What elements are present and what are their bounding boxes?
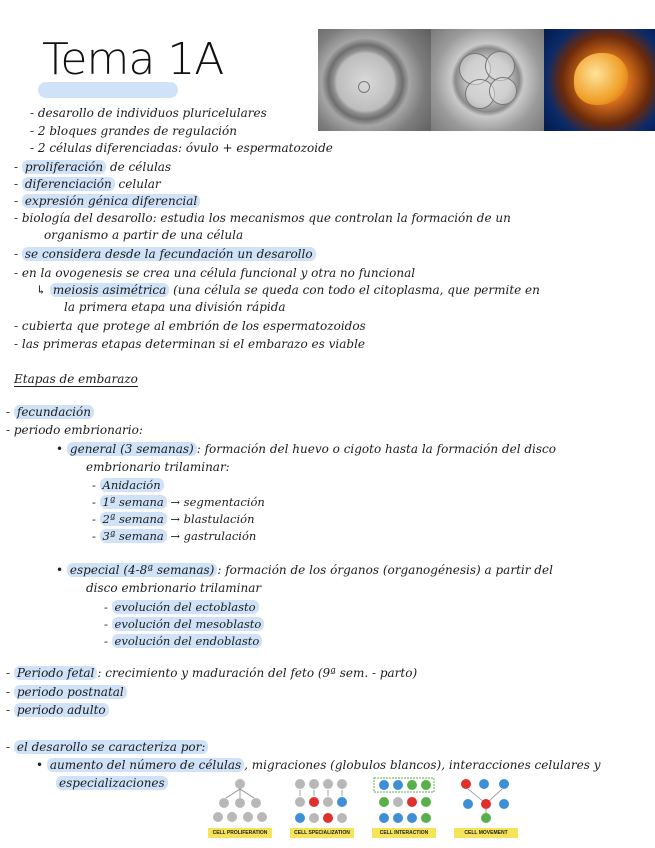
cell-specialization-icon	[290, 776, 354, 824]
bullet-line: - proliferación de células	[14, 160, 172, 174]
cell-proliferation-diagram	[208, 776, 272, 838]
etapa-line: - periodo adulto	[6, 703, 109, 717]
diagram-label: CELL INTERACTION	[372, 828, 436, 838]
bullet-line: - cubierta que protege al embrión de los espermatozoidos	[14, 319, 366, 333]
etapa-line: - periodo embrionario:	[6, 423, 143, 437]
bullet-line: - diferenciación celular	[14, 177, 161, 191]
cell-interaction-diagram	[372, 776, 436, 838]
diagram-label: CELL SPECIALIZATION	[290, 828, 354, 838]
general-line: • general (3 semanas) : formación del huevo o cigoto hasta la formación del disco	[56, 442, 556, 456]
general-item: - 3ª semana → gastrulación	[92, 529, 257, 543]
general-line-cont: embrionario trilaminar:	[86, 460, 230, 474]
general-item: - Anidación	[92, 478, 164, 492]
especial-item: - evolución del mesoblasto	[104, 617, 264, 631]
caracteriza-line: • aumento del número de células , migraciones (globulos blancos), interacciones celulares y	[36, 758, 601, 772]
especial-item: - evolución del endoblasto	[104, 634, 262, 648]
cell-interaction-icon	[372, 776, 436, 824]
cell-proliferation-icon	[208, 776, 272, 824]
fetus-photo	[544, 29, 655, 131]
cell-specialization-diagram	[290, 776, 354, 838]
caracteriza-heading: - el desarollo se caracteriza por:	[6, 740, 208, 754]
cell-movement-diagram	[454, 776, 518, 838]
section-heading: Etapas de embarazo	[14, 372, 138, 386]
bullet-line: - las primeras etapas determinan si el embarazo es viable	[14, 337, 366, 351]
cell-diagrams	[208, 776, 518, 838]
especial-item: - evolución del ectoblasto	[104, 600, 259, 614]
bullet-line: - expresión génica diferencial	[14, 194, 200, 208]
bullet-line: - en la ovogenesis se crea una célula funcional y otra no funcional	[14, 266, 416, 280]
etapa-line: - Periodo fetal : crecimiento y maduración del feto (9ª sem. - parto)	[6, 666, 418, 680]
cleavage-embryo-photo	[431, 29, 544, 131]
especial-line-cont: disco embrionario trilaminar	[86, 581, 262, 595]
bullet-line-cont: organismo a partir de una célula	[44, 228, 244, 242]
caracteriza-line-cont: especializaciones	[56, 776, 168, 790]
especial-line: • especial (4-8ª semanas) : formación de los órganos (organogénesis) a partir del	[56, 563, 553, 577]
page-title: Tema 1A	[42, 34, 224, 85]
general-item: - 2ª semana → blastulación	[92, 512, 255, 526]
oocyte-photo	[318, 29, 431, 131]
bullet-line: - se considera desde la fecundación un desarollo	[14, 247, 316, 261]
diagram-label: CELL MOVEMENT	[454, 828, 518, 838]
photo-strip	[318, 29, 655, 131]
cell-movement-icon	[454, 776, 518, 824]
intro-line: - 2 bloques grandes de regulación	[30, 124, 237, 138]
diagram-label: CELL PROLIFERATION	[208, 828, 272, 838]
intro-line: - desarollo de individuos pluricelulares	[30, 106, 267, 120]
bullet-line-cont: la primera etapa una división rápida	[64, 300, 286, 314]
general-item: - 1ª semana → segmentación	[92, 495, 265, 509]
intro-line: - 2 células diferenciadas: óvulo + espermatozoide	[30, 141, 333, 155]
etapa-line: - periodo postnatal	[6, 685, 127, 699]
bullet-line-sub: ↳ meiosis asimétrica (una célula se queda con todo el citoplasma, que permite en	[36, 283, 540, 297]
bullet-line: - biología del desarollo: estudia los mecanismos que controlan la formación de un	[14, 211, 511, 225]
etapa-line: - fecundación	[6, 405, 94, 419]
